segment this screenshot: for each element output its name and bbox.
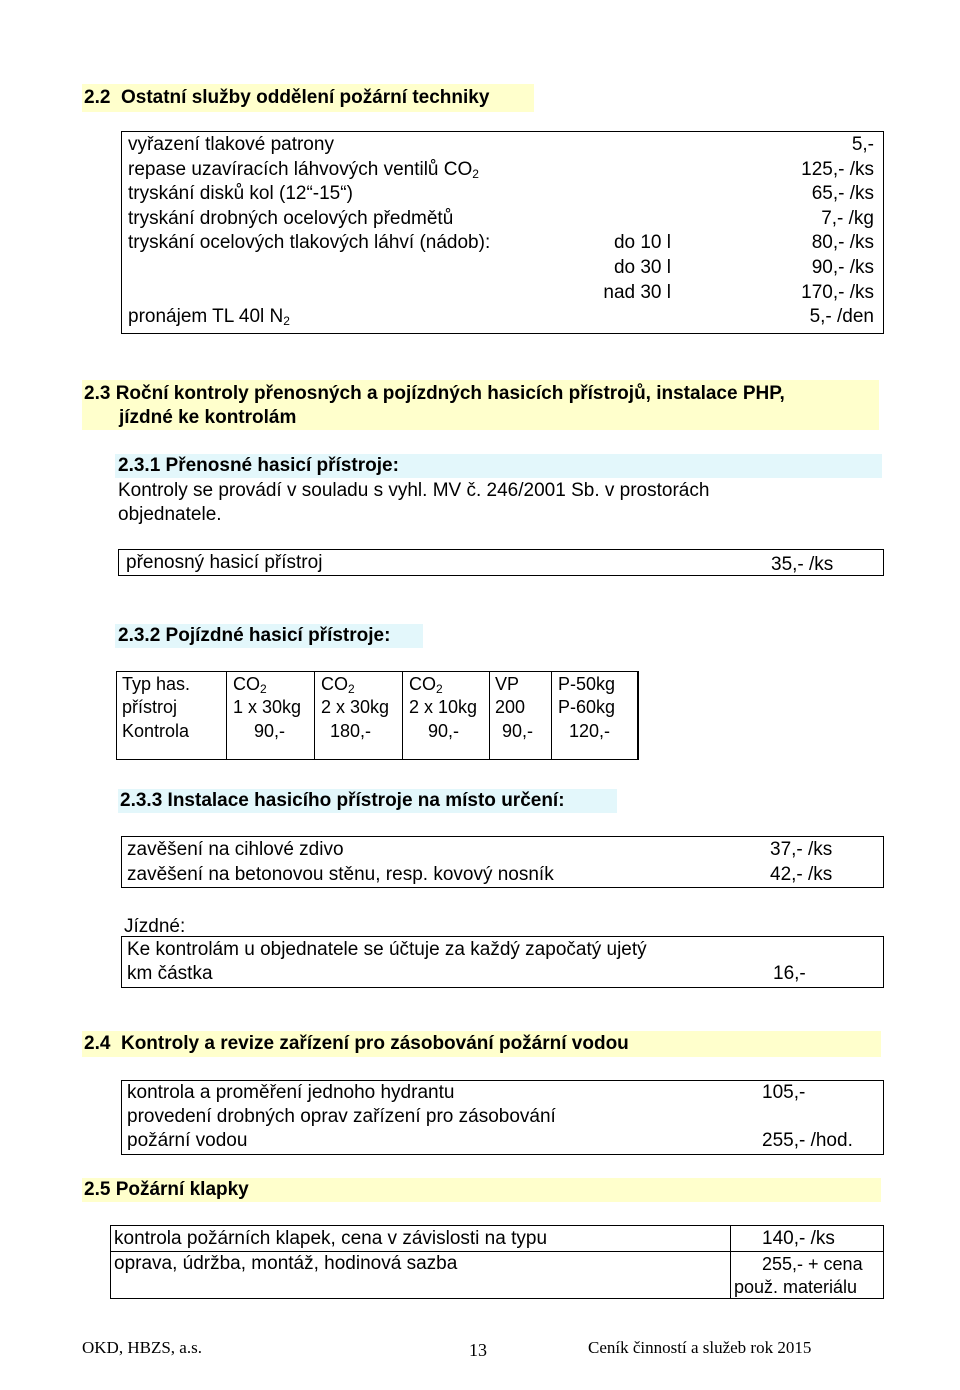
service-row-label: pronájem TL 40l $N_2$ (128, 306, 290, 329)
travel-heading: Jízdné: (124, 916, 186, 937)
portable-extinguisher-label: přenosný hasicí přístroj (126, 552, 323, 573)
damper-row1-price: 140,- /ks (762, 1228, 835, 1249)
service-row-label: repase uzavíracích láhvových ventilů $CO_2$ (128, 158, 479, 181)
damper-row2-price-line2: použ. materiálu (734, 1277, 858, 1297)
table-column-type (558, 673, 615, 695)
table-column-type-text: P-50kg (558, 674, 616, 694)
damper-row2-label: oprava, údržba, montáž, hodinová sazba (114, 1253, 458, 1274)
table-column-price: 180,- (330, 721, 372, 741)
damper-row1-label: kontrola požárních klapek, cena v závislosti na typu (114, 1228, 548, 1249)
service-row-subscript: 2 (283, 314, 290, 329)
table-column-size: 1 x 30kg (233, 697, 302, 717)
table-column-price: 90,- (254, 721, 286, 741)
table-column-type (409, 673, 443, 695)
service-row-price: 80,- /ks (811, 232, 874, 254)
travel-line1: Ke kontrolám u objednatele se účtuje za každý započatý ujetý (127, 939, 647, 960)
section-2-4-heading: 2.4 Kontroly a revize zařízení pro zásobování požární vodou (82, 1031, 881, 1057)
service-row-price: 90,- /ks (811, 257, 874, 278)
installation-row-label: zavěšení na betonovou stěnu, resp. kovový nosník (127, 864, 554, 885)
section-2-3-1-heading: 2.3.1 Přenosné hasicí přístroje: (115, 454, 882, 478)
table-column-price: 120,- (569, 721, 611, 741)
service-row-volume: do 30 l (613, 257, 671, 278)
service-row-volume: do 10 l (613, 232, 671, 254)
installation-row-price: 37,- /ks (770, 839, 833, 860)
section-2-3-1-text-line1: Kontroly se provádí v souladu s vyhl. MV č. 246/2001 Sb. v prostorách (118, 480, 710, 501)
table-column-size: 2 x 10kg (409, 697, 478, 717)
section-2-3-3-heading: 2.3.3 Instalace hasicího přístroje na místo určení: (118, 789, 617, 813)
footer-page-number: 13 (469, 1340, 487, 1360)
service-row-label: tryskání disků kol (12“-15“) (128, 183, 353, 205)
damper-row2-price-line1: 255,- + cena (762, 1254, 863, 1274)
installation-row-label: zavěšení na cihlové zdivo (127, 839, 344, 860)
hydrant-row1-label: kontrola a proměření jednoho hydrantu (127, 1082, 455, 1103)
section-2-2-heading: 2.2 Ostatní služby oddělení požární techniky (82, 84, 534, 112)
service-row-price: 5,- /den (809, 306, 874, 328)
hydrant-row2-label-line1: provedení drobných oprav zařízení pro zásobování (127, 1106, 556, 1127)
table-column-type-text: VP (495, 674, 520, 694)
portable-extinguisher-price: 35,- /ks (771, 554, 834, 575)
table-row-label-inspection: Kontrola (122, 721, 190, 741)
installation-row-price: 42,- /ks (770, 864, 833, 885)
hydrant-row2-price: 255,- /hod. (762, 1130, 853, 1151)
footer-company: OKD, HBZS, a.s. (82, 1338, 202, 1357)
table-column-size: 200 (495, 697, 526, 717)
service-row-label: tryskání drobných ocelových předmětů (128, 207, 454, 229)
table-column-price: 90,- (428, 721, 460, 741)
service-row-price: 170,- /ks (801, 281, 874, 303)
service-row-label: tryskání ocelových tlakových láhví (nádob): (128, 232, 491, 254)
table-column-size: P-60kg (558, 697, 616, 717)
table-column-type-subscript: 2 (260, 682, 267, 696)
table-column-type (321, 673, 355, 695)
hydrant-row2-label-line2: požární vodou (127, 1130, 248, 1151)
table-column-type-subscript: 2 (436, 682, 443, 696)
section-2-3-heading-line1: 2.3 Roční kontroly přenosných a pojízdných hasicích přístrojů, instalace PHP, (84, 383, 785, 404)
footer-document-title: Ceník činností a služeb rok 2015 (588, 1338, 812, 1357)
table-column-type-text: CO (233, 674, 260, 694)
service-row-price: 7,- /kg (821, 207, 874, 229)
travel-line2: km částka (127, 963, 213, 984)
section-2-3-1-text-line2: objednatele. (118, 504, 222, 525)
section-2-3-2-heading: 2.3.2 Pojízdné hasicí přístroje: (115, 624, 423, 648)
section-2-3-heading-line2: jízdné ke kontrolám (119, 407, 297, 428)
travel-price: 16,- (773, 963, 806, 984)
service-row-label: vyřazení tlakové patrony (128, 134, 334, 155)
table-header-type-label: Typ has. (122, 674, 191, 694)
table-column-type-text: CO (409, 674, 436, 694)
table-column-price: 90,- (502, 721, 534, 741)
service-row-price: 65,- /ks (811, 183, 874, 205)
table-column-type-text: CO (321, 674, 348, 694)
hydrant-row1-price: 105,- (762, 1082, 806, 1103)
table-column-type (233, 673, 267, 695)
table-column-size: 2 x 30kg (321, 697, 390, 717)
service-row-price: 125,- /ks (801, 158, 874, 180)
section-2-3-heading (82, 380, 879, 430)
service-row-price: 5,- (851, 134, 874, 155)
table-column-type-subscript: 2 (348, 682, 355, 696)
table-header-type-label-2: přístroj (122, 697, 178, 717)
table-column-type (495, 673, 519, 695)
service-row-subscript: 2 (472, 166, 479, 181)
section-2-5-heading: 2.5 Požární klapky (82, 1178, 881, 1202)
service-row-volume: nad 30 l (603, 281, 671, 303)
